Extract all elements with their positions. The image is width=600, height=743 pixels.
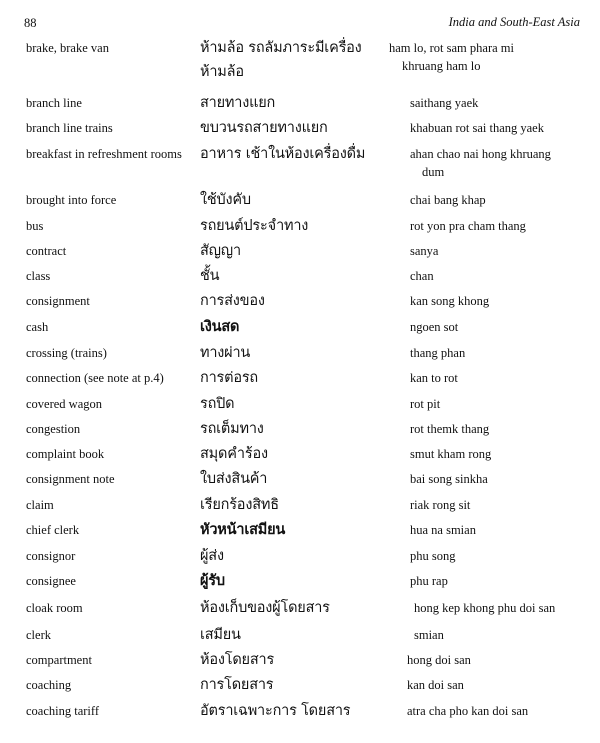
thai-term: ชั้น: [200, 268, 220, 284]
english-term: crossing (trains): [26, 346, 107, 360]
transliteration: kan song khong: [410, 294, 490, 308]
english-term: claim: [26, 498, 54, 512]
thai-term: ผู้ส่ง: [200, 548, 224, 564]
transliteration: kan doi san: [407, 678, 464, 692]
transliteration: ahan chao nai hong khruang: [410, 147, 551, 161]
transliteration-continued: khruang ham lo: [402, 59, 481, 73]
transliteration: ham lo, rot sam phara mi: [389, 41, 514, 55]
transliteration: rot themk thang: [410, 422, 490, 436]
english-term: breakfast in refreshment rooms: [26, 147, 182, 161]
thai-term: อัตราเฉพาะการ โดยสาร: [200, 703, 351, 719]
thai-term: การส่งของ: [200, 293, 265, 309]
english-term: class: [26, 269, 51, 283]
english-term: cash: [26, 320, 49, 334]
english-term: branch line: [26, 96, 82, 110]
english-term: consignor: [26, 549, 76, 563]
transliteration: ngoen sot: [410, 320, 459, 334]
thai-term: สมุดคำร้อง: [200, 446, 268, 462]
thai-term: ห้องโดยสาร: [200, 652, 275, 668]
transliteration: phu rap: [410, 574, 448, 588]
thai-term: รถเต็มทาง: [200, 421, 264, 437]
transliteration: kan to rot: [410, 371, 458, 385]
thai-term: สายทางแยก: [200, 95, 276, 111]
english-term: consignment: [26, 294, 90, 308]
english-term: complaint book: [26, 447, 105, 461]
transliteration: chai bang khap: [410, 193, 486, 207]
transliteration: khabuan rot sai thang yaek: [410, 121, 544, 135]
english-term: congestion: [26, 422, 81, 436]
thai-term: หัวหน้าเสมียน: [200, 522, 286, 538]
english-term: brought into force: [26, 193, 117, 207]
thai-term: รถยนต์ประจำทาง: [200, 218, 309, 234]
transliteration: riak rong sit: [410, 498, 471, 512]
thai-term: ใช้บังคับ: [200, 192, 251, 208]
english-term: compartment: [26, 653, 92, 667]
thai-term: เงินสด: [200, 319, 240, 335]
thai-term-continued: ห้ามล้อ: [200, 64, 244, 80]
transliteration: smian: [414, 628, 444, 642]
transliteration: sanya: [410, 244, 439, 258]
english-term: clerk: [26, 628, 51, 642]
page-number: 88: [24, 16, 37, 30]
english-term: contract: [26, 244, 67, 258]
transliteration: saithang yaek: [410, 96, 479, 110]
transliteration: rot pit: [410, 397, 441, 411]
transliteration: rot yon pra cham thang: [410, 219, 526, 233]
thai-term: การโดยสาร: [200, 677, 274, 693]
transliteration: atra cha pho kan doi san: [407, 704, 529, 718]
thai-term: ทางผ่าน: [200, 345, 251, 361]
thai-term: รถปิด: [200, 396, 235, 412]
english-term: cloak room: [26, 601, 83, 615]
thai-term: การต่อรถ: [200, 370, 259, 386]
transliteration-continued: dum: [422, 165, 445, 179]
thai-term: เสมียน: [200, 627, 241, 643]
thai-term: ผู้รับ: [200, 573, 225, 589]
english-term: chief clerk: [26, 523, 80, 537]
thai-term: ใบส่งสินค้า: [200, 471, 268, 487]
transliteration: hua na smian: [410, 523, 476, 537]
thai-term: เรียกร้องสิทธิ: [200, 497, 279, 513]
thai-term: ขบวนรถสายทางแยก: [200, 120, 328, 136]
english-term: bus: [26, 219, 44, 233]
english-term: consignee: [26, 574, 76, 588]
english-term: covered wagon: [26, 397, 103, 411]
english-term: consignment note: [26, 472, 115, 486]
transliteration: hong kep khong phu doi san: [414, 601, 556, 615]
thai-term: ห้องเก็บของผู้โดยสาร: [200, 600, 330, 616]
thai-term: สัญญา: [200, 243, 241, 259]
running-title: India and South-East Asia: [448, 15, 580, 29]
transliteration: chan: [410, 269, 434, 283]
transliteration: thang phan: [410, 346, 466, 360]
english-term: brake, brake van: [26, 41, 109, 55]
english-term: coaching tariff: [26, 704, 99, 718]
transliteration: phu song: [410, 549, 456, 563]
transliteration: bai song sinkha: [410, 472, 488, 486]
english-term: connection (see note at p.4): [26, 371, 164, 385]
transliteration: smut kham rong: [410, 447, 492, 461]
transliteration: hong doi san: [407, 653, 471, 667]
english-term: branch line trains: [26, 121, 113, 135]
thai-term: ห้ามล้อ รถลัมภาระมีเครื่อง: [200, 40, 362, 56]
thai-term: อาหาร เช้าในห้องเครื่องดื่ม: [200, 146, 366, 162]
english-term: coaching: [26, 678, 72, 692]
